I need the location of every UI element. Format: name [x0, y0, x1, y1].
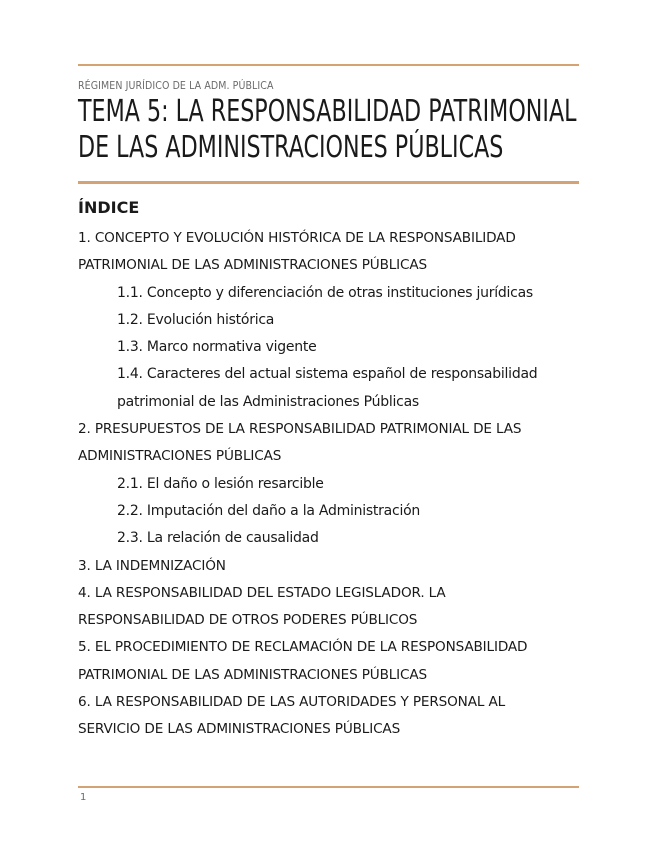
- toc-section-6-cont: SERVICIO DE LAS ADMINISTRACIONES PÚBLICAS: [78, 721, 401, 738]
- page-title: [78, 94, 577, 166]
- header-bottom-rule: [78, 181, 579, 184]
- toc-section-2-cont: ADMINISTRACIONES PÚBLICAS: [78, 448, 282, 465]
- toc-subsection-1-2: 1.2. Evolución histórica: [117, 311, 275, 328]
- toc-section-4-cont: RESPONSABILIDAD DE OTROS PODERES PÚBLICOS: [78, 612, 418, 629]
- toc-section-2: 2. PRESUPUESTOS DE LA RESPONSABILIDAD PATRIMONIAL DE LAS: [78, 421, 522, 438]
- footer-rule: [78, 786, 579, 788]
- toc-subsection-2-2: 2.2. Imputación del daño a la Administración: [117, 502, 421, 519]
- toc-section-6: 6. LA RESPONSABILIDAD DE LAS AUTORIDADES Y PERSONAL AL: [78, 694, 506, 711]
- toc-section-1: 1. CONCEPTO Y EVOLUCIÓN HISTÓRICA DE LA RESPONSABILIDAD: [78, 230, 516, 246]
- toc-subsection-2-3: 2.3. La relación de causalidad: [117, 530, 319, 547]
- toc-subsection-1-1: 1.1. Concepto y diferenciación de otras instituciones jurídicas: [117, 284, 533, 301]
- page-number: 1: [80, 792, 87, 803]
- page-title-line-2: DE LAS ADMINISTRACIONES PÚBLICAS: [78, 130, 504, 165]
- index-heading: ÍNDICE: [78, 198, 140, 217]
- toc-section-5: 5. EL PROCEDIMIENTO DE RECLAMACIÓN DE LA RESPONSABILIDAD: [78, 639, 528, 656]
- toc-section-1-cont: PATRIMONIAL DE LAS ADMINISTRACIONES PÚBLICAS: [78, 257, 427, 274]
- toc-section-4: 4. LA RESPONSABILIDAD DEL ESTADO LEGISLADOR. LA: [78, 584, 446, 601]
- header-top-rule: [78, 64, 579, 66]
- toc-section-3: 3. LA INDEMNIZACIÓN: [78, 557, 226, 574]
- toc-subsection-1-3: 1.3. Marco normativa vigente: [117, 339, 317, 356]
- table-of-contents: [78, 225, 578, 744]
- toc-subsection-1-4: 1.4. Caracteres del actual sistema español de responsabilidad: [117, 366, 538, 383]
- document-kicker: RÉGIMEN JURÍDICO DE LA ADM. PÚBLICA: [78, 79, 274, 92]
- toc-subsection-1-4-cont: patrimonial de las Administraciones Públicas: [117, 393, 419, 410]
- toc-section-5-cont: PATRIMONIAL DE LAS ADMINISTRACIONES PÚBLICAS: [78, 666, 427, 683]
- toc-subsection-2-1: 2.1. El daño o lesión resarcible: [117, 475, 324, 492]
- page-title-line-1: TEMA 5: LA RESPONSABILIDAD PATRIMONIAL: [78, 94, 577, 129]
